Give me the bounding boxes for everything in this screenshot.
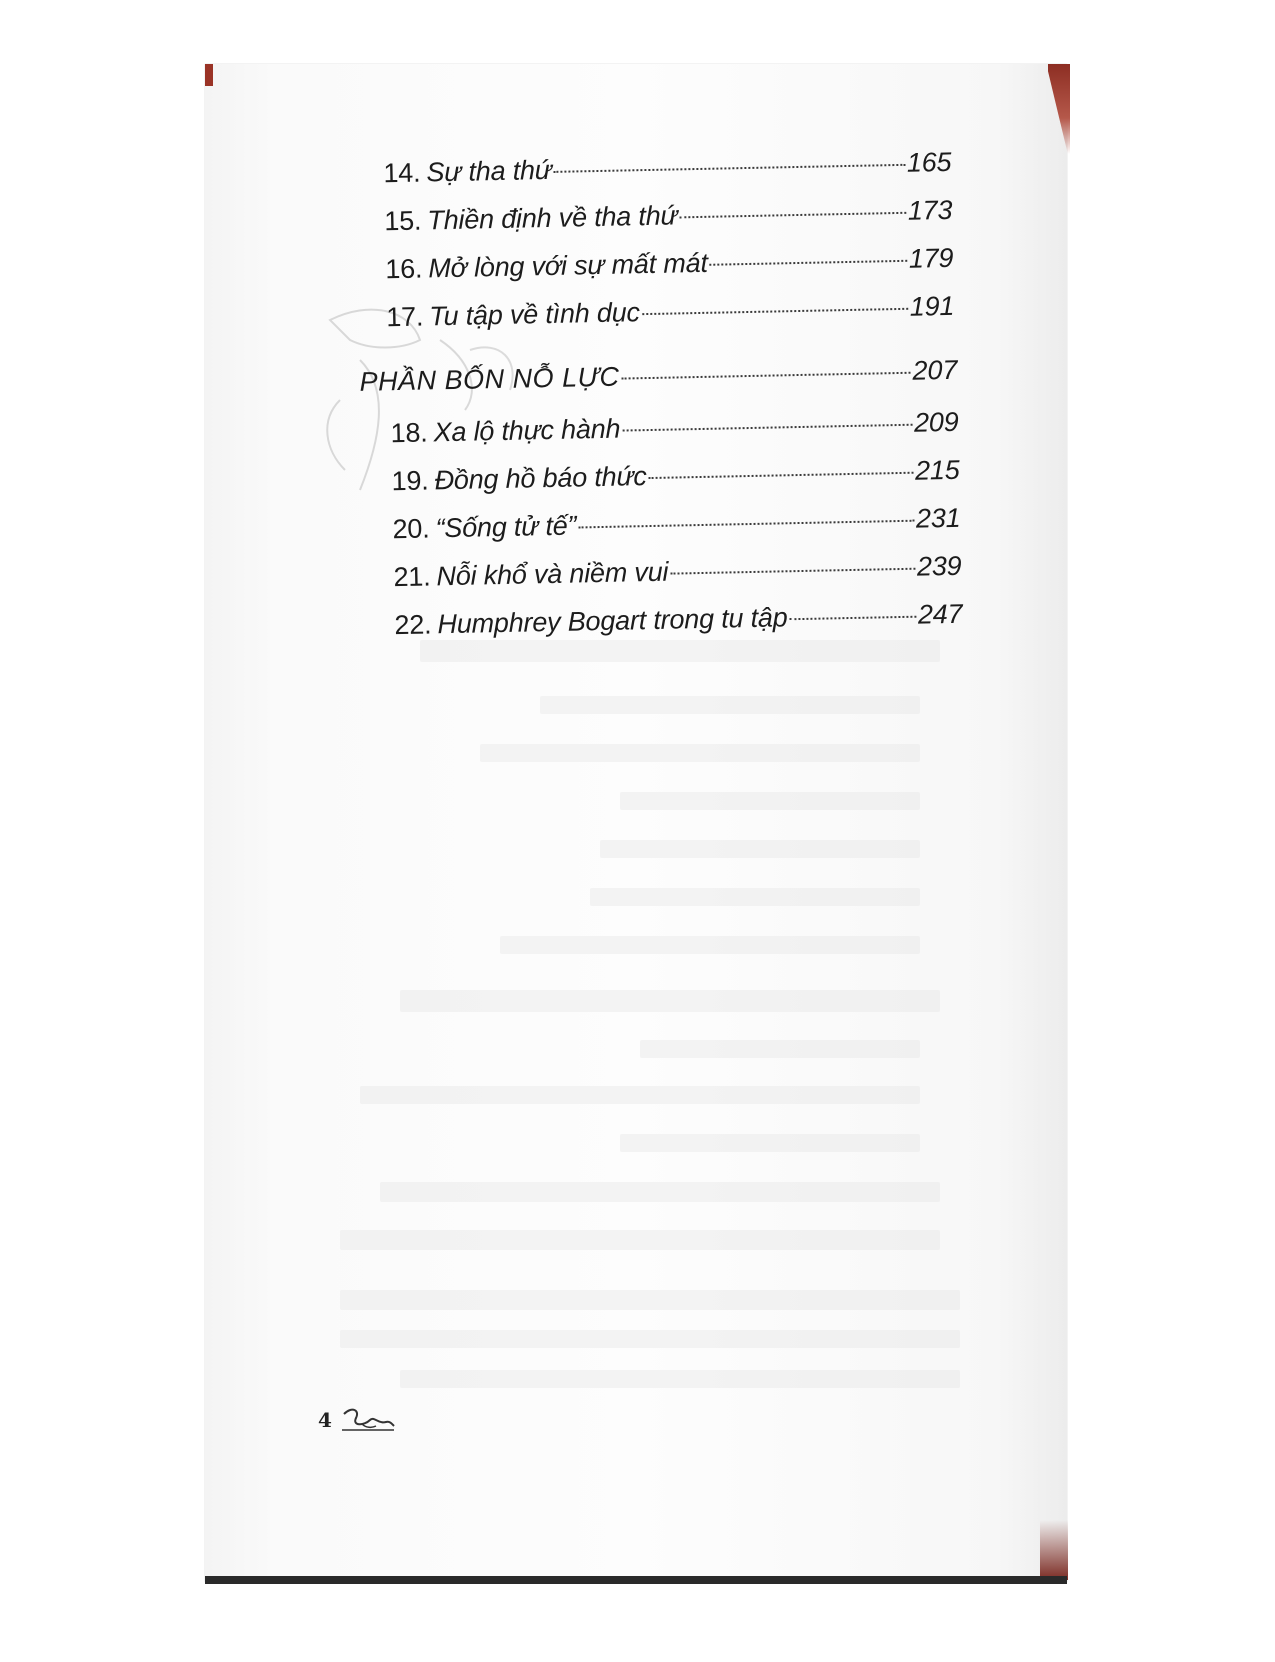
toc-entry[interactable] [383, 147, 952, 189]
toc-entry-title: Đồng hồ báo thức [434, 461, 647, 496]
dot-leader [679, 210, 906, 219]
dot-leader [789, 614, 916, 621]
toc-entry[interactable] [386, 291, 955, 333]
toc-entry[interactable] [393, 551, 962, 593]
toc-entry[interactable] [392, 503, 961, 545]
section-title: PHẦN BỐN NỖ LỰC [359, 361, 620, 397]
toc-entry-page: 231 [915, 502, 961, 534]
toc-entry-page: 215 [914, 454, 960, 486]
toc-entry-title: Nỗi khổ và niềm vui [436, 556, 669, 592]
dot-leader [710, 258, 907, 266]
toc-entry-number: 19. [391, 465, 429, 497]
toc-entry-title: Xa lộ thực hành [433, 413, 621, 448]
toc-entry-number: 16. [385, 253, 423, 285]
toc-entry[interactable] [385, 243, 954, 285]
dot-leader [621, 370, 910, 380]
dot-leader [622, 422, 912, 432]
toc-entry-number: 20. [392, 513, 430, 545]
toc-entry[interactable] [391, 455, 960, 497]
toc-entry-page: 247 [917, 598, 963, 630]
section-page: 207 [912, 354, 958, 386]
dot-leader [670, 566, 915, 575]
toc-entry-title: Tu tập về tình dục [428, 297, 641, 332]
toc-entry-page: 209 [913, 406, 959, 438]
toc-entry-title: Mở lòng với sự mất mát [428, 247, 708, 284]
toc-entry-title: “Sống tử tế” [435, 510, 577, 544]
toc-entry-number: 15. [384, 205, 422, 237]
toc-entry-page: 191 [909, 290, 955, 322]
toc-entry[interactable] [394, 599, 963, 641]
toc-entry-title: Humphrey Bogart trong tu tập [437, 602, 788, 640]
toc-entry-number: 14. [383, 157, 421, 189]
dot-leader [554, 162, 905, 173]
dot-leader [578, 518, 914, 529]
toc-entry-page: 173 [907, 194, 953, 226]
toc-entry-page: 165 [906, 146, 952, 178]
page-number: 4 [318, 1408, 332, 1432]
toc-section-heading[interactable] [359, 355, 958, 398]
signature-flourish-icon [338, 1404, 398, 1436]
dot-leader [649, 470, 914, 479]
toc-entry-number: 22. [394, 609, 432, 641]
toc-entry[interactable] [390, 407, 959, 449]
toc-entry-number: 21. [393, 561, 431, 593]
toc-entry-page: 179 [908, 242, 954, 274]
toc-entry-number: 18. [390, 417, 428, 449]
toc-entry-title: Sự tha thứ [426, 154, 552, 188]
toc-entry-page: 239 [916, 550, 962, 582]
dot-leader [642, 306, 908, 315]
toc-entry-title: Thiền định về tha thứ [427, 200, 678, 236]
toc-entry[interactable] [384, 195, 953, 237]
toc-entry-number: 17. [385, 301, 424, 333]
